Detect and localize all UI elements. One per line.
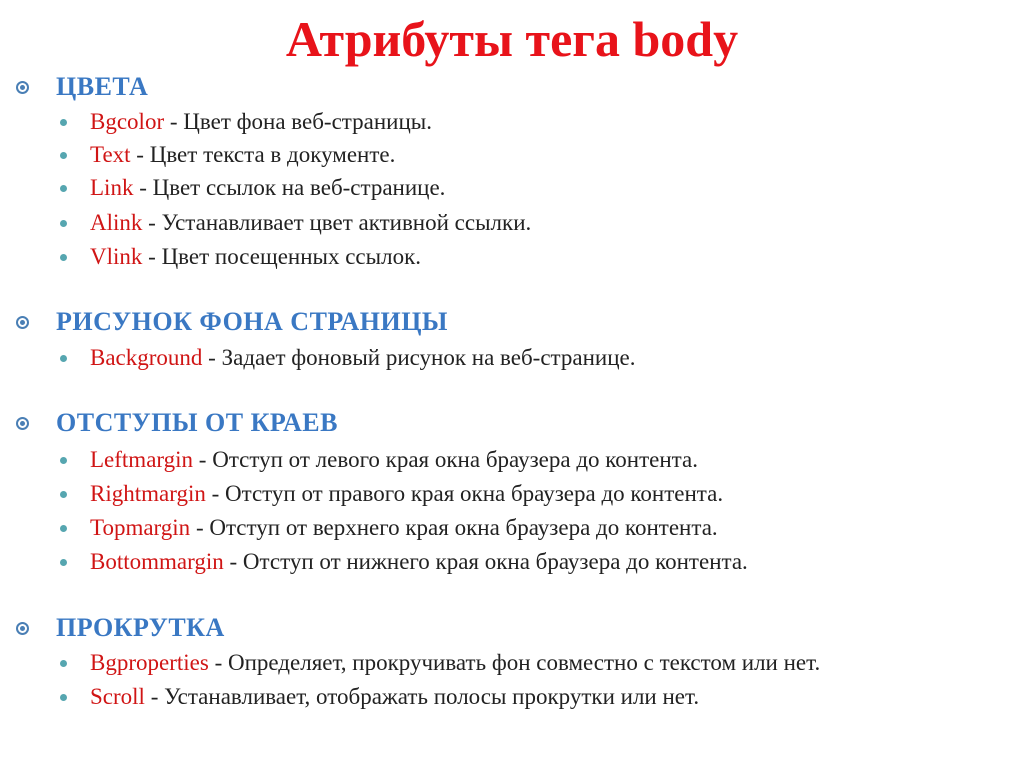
section-heading-margins	[16, 406, 338, 440]
attribute-name: Bgproperties	[90, 650, 209, 675]
section-label: ЦВЕТА	[56, 72, 149, 101]
section-label: ПРОКРУТКА	[56, 613, 225, 642]
section-heading-colors	[16, 70, 148, 104]
attribute-description: Устанавливает, отображать полосы прокрутки или нет.	[164, 684, 700, 709]
dot-bullet-icon	[60, 254, 67, 261]
attribute-name: Link	[90, 175, 134, 200]
separator: -	[205, 481, 226, 506]
separator: -	[193, 447, 213, 472]
attribute-description: Цвет посещенных ссылок.	[161, 244, 421, 269]
ring-bullet-icon	[16, 81, 29, 94]
list-item	[60, 478, 723, 510]
dot-bullet-icon	[60, 525, 67, 532]
dot-bullet-icon	[60, 152, 67, 159]
list-item	[60, 342, 635, 374]
separator: -	[190, 515, 210, 540]
section-label: РИСУНОК ФОНА СТРАНИЦЫ	[56, 307, 448, 336]
separator: -	[202, 345, 222, 370]
attribute-name: Text	[90, 142, 131, 167]
separator: -	[144, 684, 165, 709]
section-label: ОТСТУПЫ ОТ КРАЕВ	[56, 408, 338, 437]
attribute-name: Alink	[90, 210, 143, 235]
separator: -	[130, 142, 150, 167]
attribute-name: Scroll	[90, 684, 145, 709]
attribute-description: Цвет фона веб-страницы.	[183, 109, 432, 134]
attribute-description: Отступ от нижнего края окна браузера до контента.	[242, 549, 748, 574]
dot-bullet-icon	[60, 185, 67, 192]
attribute-name: Rightmargin	[90, 481, 206, 506]
list-item	[60, 106, 432, 138]
list-item	[60, 681, 699, 713]
attribute-description: Определяет, прокручивать фон совместно с текстом или нет.	[227, 650, 821, 675]
dot-bullet-icon	[60, 355, 67, 362]
dot-bullet-icon	[60, 457, 67, 464]
list-item	[60, 546, 748, 578]
dot-bullet-icon	[60, 220, 67, 227]
attribute-description: Цвет ссылок на веб-странице.	[152, 175, 446, 200]
ring-bullet-icon	[16, 622, 29, 635]
dot-bullet-icon	[60, 119, 67, 126]
dot-bullet-icon	[60, 559, 67, 566]
separator: -	[223, 549, 243, 574]
list-item	[60, 512, 718, 544]
attribute-name: Vlink	[90, 244, 143, 269]
section-heading-background	[16, 305, 448, 339]
attribute-description: Устанавливает цвет активной ссылки.	[161, 210, 532, 235]
list-item	[60, 241, 421, 273]
dot-bullet-icon	[60, 694, 67, 701]
separator: -	[208, 650, 228, 675]
attribute-description: Отступ от правого края окна браузера до контента.	[225, 481, 724, 506]
attribute-description: Отступ от левого края окна браузера до контента.	[212, 447, 698, 472]
separator: -	[133, 175, 153, 200]
attribute-description: Отступ от верхнего края окна браузера до контента.	[209, 515, 718, 540]
ring-bullet-icon	[16, 417, 29, 430]
attribute-name: Bgcolor	[90, 109, 165, 134]
attribute-name: Topmargin	[90, 515, 191, 540]
ring-bullet-icon	[16, 316, 29, 329]
slide-title: Атрибуты тега body	[285, 11, 739, 67]
attribute-description: Задает фоновый рисунок на веб-странице.	[221, 345, 636, 370]
separator: -	[142, 210, 162, 235]
dot-bullet-icon	[60, 491, 67, 498]
attribute-name: Leftmargin	[90, 447, 194, 472]
dot-bullet-icon	[60, 660, 67, 667]
attribute-name: Background	[90, 345, 203, 370]
list-item	[60, 139, 395, 171]
separator: -	[164, 109, 184, 134]
list-item	[60, 207, 531, 239]
list-item	[60, 647, 820, 679]
section-heading-scrolling	[16, 611, 225, 645]
list-item	[60, 172, 445, 204]
separator: -	[142, 244, 162, 269]
attribute-name: Bottommargin	[90, 549, 224, 574]
list-item	[60, 444, 698, 476]
attribute-description: Цвет текста в документе.	[149, 142, 396, 167]
